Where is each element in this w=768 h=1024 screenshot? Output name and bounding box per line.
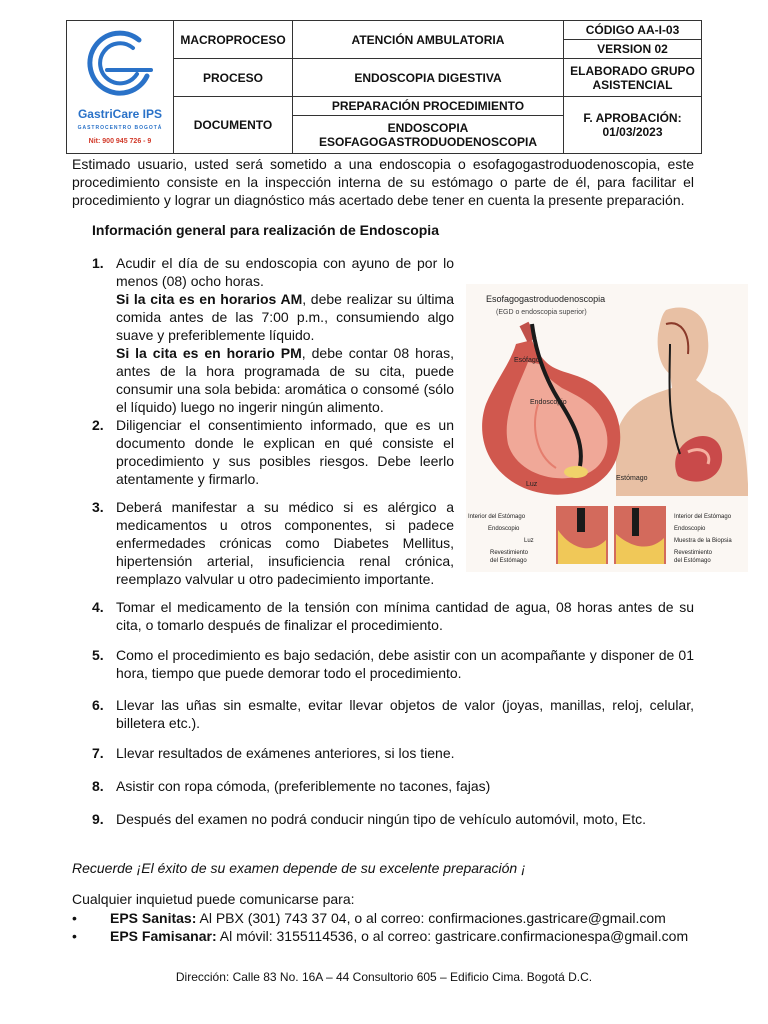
elaborado-cell: ELABORADO GRUPO ASISTENCIAL (564, 59, 702, 97)
item-number: 9. (92, 811, 104, 827)
proceso-value: ENDOSCOPIA DIGESTIVA (293, 59, 564, 97)
label-estomago: Estómago (616, 475, 648, 482)
item-text: Como el procedimiento es bajo sedación, debe asistir con un acompañante y disponer de 01 hora, tiempo que puede demorar todo el procedimiento. (116, 647, 694, 681)
item-number: 2. (92, 417, 104, 433)
macroproceso-value: ATENCIÓN AMBULATORIA (293, 21, 564, 59)
item-text: Acudir el día de su endoscopia con ayuno de por lo menos (08) ocho horas. (116, 255, 454, 289)
proceso-label: PROCESO (174, 59, 293, 97)
item-text: Después del examen no podrá conducir ningún tipo de vehículo automóvil, moto, Etc. (116, 811, 646, 827)
list-item-2 (92, 416, 454, 488)
right-label-endoscopio: Endoscopio (674, 526, 706, 532)
section-title: Información general para realización de Endoscopia (92, 222, 439, 238)
logo-tagline: GASTROCENTRO BOGOTÁ (77, 124, 163, 131)
item-number: 1. (92, 255, 104, 271)
item-number: 8. (92, 778, 104, 794)
list-item-5 (92, 646, 694, 682)
list-item-1 (92, 254, 454, 416)
list-item-4 (92, 598, 694, 634)
item-text: Diligenciar el consentimiento informado, que es un documento donde le explican en qué consiste el procedimiento y sus posibles riesgos. Debe leerlo atentamente y firmarlo. (116, 417, 454, 487)
list-item-8 (92, 777, 694, 795)
item-number: 4. (92, 599, 104, 615)
right-label-revest-2: del Estómago (674, 558, 711, 564)
item-text: Llevar resultados de exámenes anteriores, si los tiene. (116, 745, 455, 761)
bullet-icon: • (72, 910, 77, 926)
intro-paragraph: Estimado usuario, usted será sometido a una endoscopia o esofagogastroduodenoscopia, este procedimiento consiste en la inspección interna de su estómago o parte de él, para facilitar el procedimiento y lograr un diagnóstico más acertado debe tener en cuenta la presente preparación. (72, 156, 694, 208)
item-text: Tomar el medicamento de la tensión con mínima cantidad de agua, 08 horas antes de su cita, o tomarlo después de finalizar el procedimiento. (116, 599, 694, 633)
illus-title: Esofagogastroduodenoscopia (486, 294, 606, 304)
macroproceso-label: MACROPROCESO (174, 21, 293, 59)
item-number: 3. (92, 499, 104, 515)
label-endoscopio: Endoscopio (530, 399, 567, 406)
right-label-muestra: Muestra de la Biopsia (674, 538, 732, 544)
contact-intro: Cualquier inquietud puede comunicarse para: (72, 891, 355, 907)
contact-name: EPS Famisanar: (110, 928, 217, 944)
list-item-7 (92, 744, 694, 762)
right-label-interior: Interior del Estómago (674, 514, 732, 520)
documento-value-line1: PREPARACIÓN PROCEDIMIENTO (293, 97, 564, 116)
item-number: 7. (92, 745, 104, 761)
left-label-revest-2: del Estómago (490, 558, 527, 564)
reminder-text: Recuerde ¡El éxito de su examen depende de su excelente preparación ¡ (72, 860, 526, 876)
item-text: Deberá manifestar a su médico si es alérgico a medicamentos u otros componentes, si padece enfermedades crónicas como Diabetes Mellitus, hipertensión arterial, insuficiencia renal crónica, reemplazo valvular u otro padecimiento importante. (116, 499, 454, 587)
right-label-revest-1: Revestimiento (674, 550, 713, 556)
illus-subtitle: (EGD o endoscopia superior) (496, 309, 587, 316)
contact-text: Al PBX (301) 743 37 04, o al correo: confirmaciones.gastricare@gmail.com (196, 910, 666, 926)
item-pm-text: , debe contar 08 horas, antes de la hora programada de su cita, puede consumir una sola bebida: aromática o consomé (sólo el líquido) luego no ingerir ningún alimento. (116, 345, 454, 415)
item-number: 6. (92, 697, 104, 713)
item-number: 5. (92, 647, 104, 663)
left-label-revest-1: Revestimiento (490, 550, 529, 556)
item-text: Llevar las uñas sin esmalte, evitar llevar objetos de valor (joyas, manillas, reloj, celular, billetera etc.). (116, 697, 694, 731)
item-pm-bold: Si la cita es en horario PM (116, 345, 302, 361)
documento-label: DOCUMENTO (174, 97, 293, 154)
logo-name: GastriCare IPS (77, 106, 163, 121)
approval-date: 01/03/2023 (602, 125, 663, 139)
code-cell: CÓDIGO AA-I-03 (564, 21, 702, 40)
item-am-text: , debe realizar su última comida antes de las 7:00 p.m., consumiendo algo suave y preferiblemente líquido. (116, 291, 454, 343)
approval-label: F. APROBACIÓN: (583, 111, 682, 125)
list-item-9 (92, 810, 694, 828)
bullet-icon: • (72, 928, 77, 944)
documento-value-line2: ENDOSCOPIA ESOFAGOGASTRODUODENOSCOPIA (293, 116, 564, 154)
egd-illustration (466, 284, 748, 572)
label-luz: Luz (526, 481, 538, 488)
version-cell: VERSION 02 (564, 40, 702, 59)
contact-name: EPS Sanitas: (110, 910, 197, 926)
logo-nit: Nit: 900 945 726 - 9 (88, 137, 152, 145)
list-item-3 (92, 498, 454, 588)
left-label-interior: Interior del Estómago (468, 514, 526, 520)
item-text: Asistir con ropa cómoda, (preferiblemente no tacones, fajas) (116, 778, 491, 794)
list-item-6 (92, 696, 694, 732)
gastricare-logo-icon (77, 26, 163, 106)
document-header-table (66, 20, 702, 154)
left-label-endoscopio: Endoscopio (488, 526, 520, 532)
label-esofago: Esófago (514, 357, 540, 364)
approval-cell (564, 97, 702, 154)
logo-cell (67, 21, 174, 154)
left-label-luz: Luz (524, 538, 534, 544)
footer-address: Dirección: Calle 83 No. 16A – 44 Consultorio 605 – Edificio Cima. Bogotá D.C. (175, 970, 593, 984)
item-am-bold: Si la cita es en horarios AM (116, 291, 303, 307)
contact-text: Al móvil: 3155114536, o al correo: gastricare.confirmacionespa@gmail.com (216, 928, 689, 944)
